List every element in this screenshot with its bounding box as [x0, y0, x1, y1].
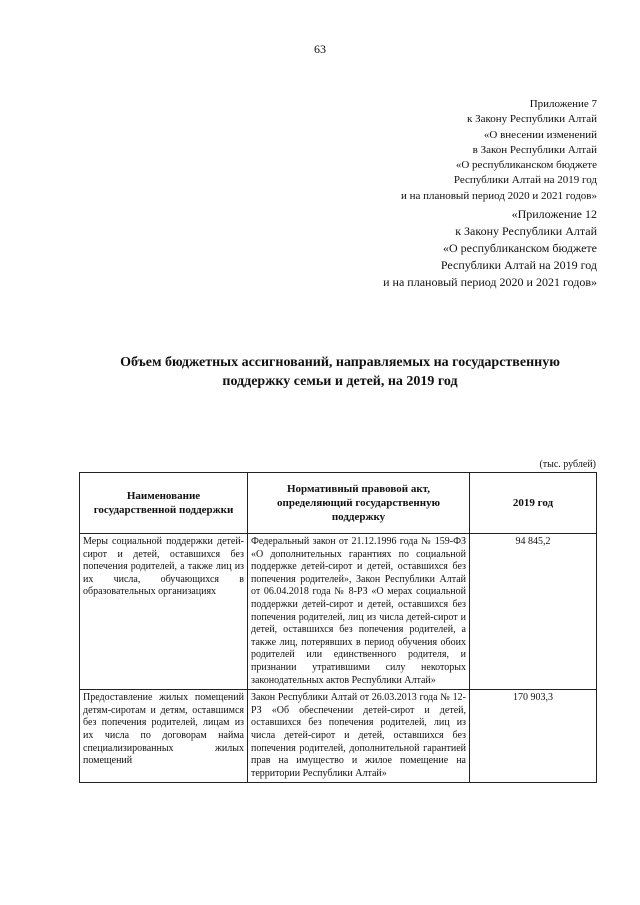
- units-label: (тыс. рублей): [539, 459, 596, 470]
- annex-7-line: «О внесении изменений: [483, 128, 597, 141]
- document-title-line-2: поддержку семьи и детей, на 2019 год: [222, 374, 458, 389]
- cell-amount: 170 903,3: [470, 690, 597, 783]
- annex-12-line: «О республиканском бюджете: [442, 241, 597, 255]
- annex-12-line: и на плановый период 2020 и 2021 годов»: [383, 275, 597, 289]
- table-row: [80, 690, 597, 783]
- cell-legal-act: Федеральный закон от 21.12.1996 года № 159-ФЗ «О дополнительных гарантиях по социальной поддержке детей-сирот и детей, оставшихся без попечения родителей», Закон Республики Алтай от 06.04.2018 года № 8-РЗ «О мерах социальной поддержки детей-сирот и детей, оставшихся без попечения родителей, лиц из числа детей-сирот и детей, оставшихся без попечения родителей, а также лиц, потерявших в период обучения обоих родителей или единственного родителя, и признании утратившими силу некоторых законодательных актов Республики Алтай»: [248, 534, 470, 690]
- header-year-2019: 2019 год: [470, 473, 597, 534]
- cell-legal-act: Закон Республики Алтай от 26.03.2013 года № 12-РЗ «Об обеспечении детей-сирот и детей, оставшихся без попечения родителей, лиц из числа детей-сирот и детей, оставшихся без попечения родителей, дополнительной гарантией прав на имущество и жилое помещение на территории Республики Алтай»: [248, 690, 470, 783]
- cell-support-name: Меры социальной поддержки детей-сирот и детей, оставшихся без попечения родителей, а также лиц из их числа, обучающихся в образовательных организациях: [80, 534, 248, 690]
- annex-12-line: Республики Алтай на 2019 год: [440, 258, 597, 272]
- cell-support-name: Предоставление жилых помещений детям-сиротам и детям, оставшимся без попечения родителей, лицам из их числа по договорам найма специализированных жилых помещений: [80, 690, 248, 783]
- annex-12-line: «Приложение 12: [511, 207, 597, 221]
- page-number: 63: [314, 42, 326, 56]
- annex-7-line: к Закону Республики Алтай: [467, 113, 597, 126]
- document-title: [60, 353, 620, 391]
- document-title-line-1: Объем бюджетных ассигнований, направляемых на государственную: [120, 355, 560, 370]
- header-legal-act: Нормативный правовой акт, определяющий государственную поддержку: [248, 473, 470, 534]
- annex-7-line: и на плановый период 2020 и 2021 годов»: [400, 189, 597, 202]
- table-header-row: [80, 473, 597, 534]
- annex-12-line: к Закону Республики Алтай: [455, 224, 597, 238]
- annex-7-block: [401, 97, 597, 204]
- header-support-name: Наименование государственной поддержки: [80, 473, 248, 534]
- annex-7-line: «О республиканском бюджете: [455, 159, 597, 172]
- annex-7-line: Республики Алтай на 2019 год: [453, 174, 597, 187]
- cell-amount: 94 845,2: [470, 534, 597, 690]
- annex-7-line: Приложение 7: [529, 98, 597, 110]
- budget-table: [79, 472, 597, 783]
- table-row: [80, 534, 597, 690]
- annex-7-line: в Закон Республики Алтай: [472, 143, 597, 156]
- annex-12-block: [383, 206, 597, 291]
